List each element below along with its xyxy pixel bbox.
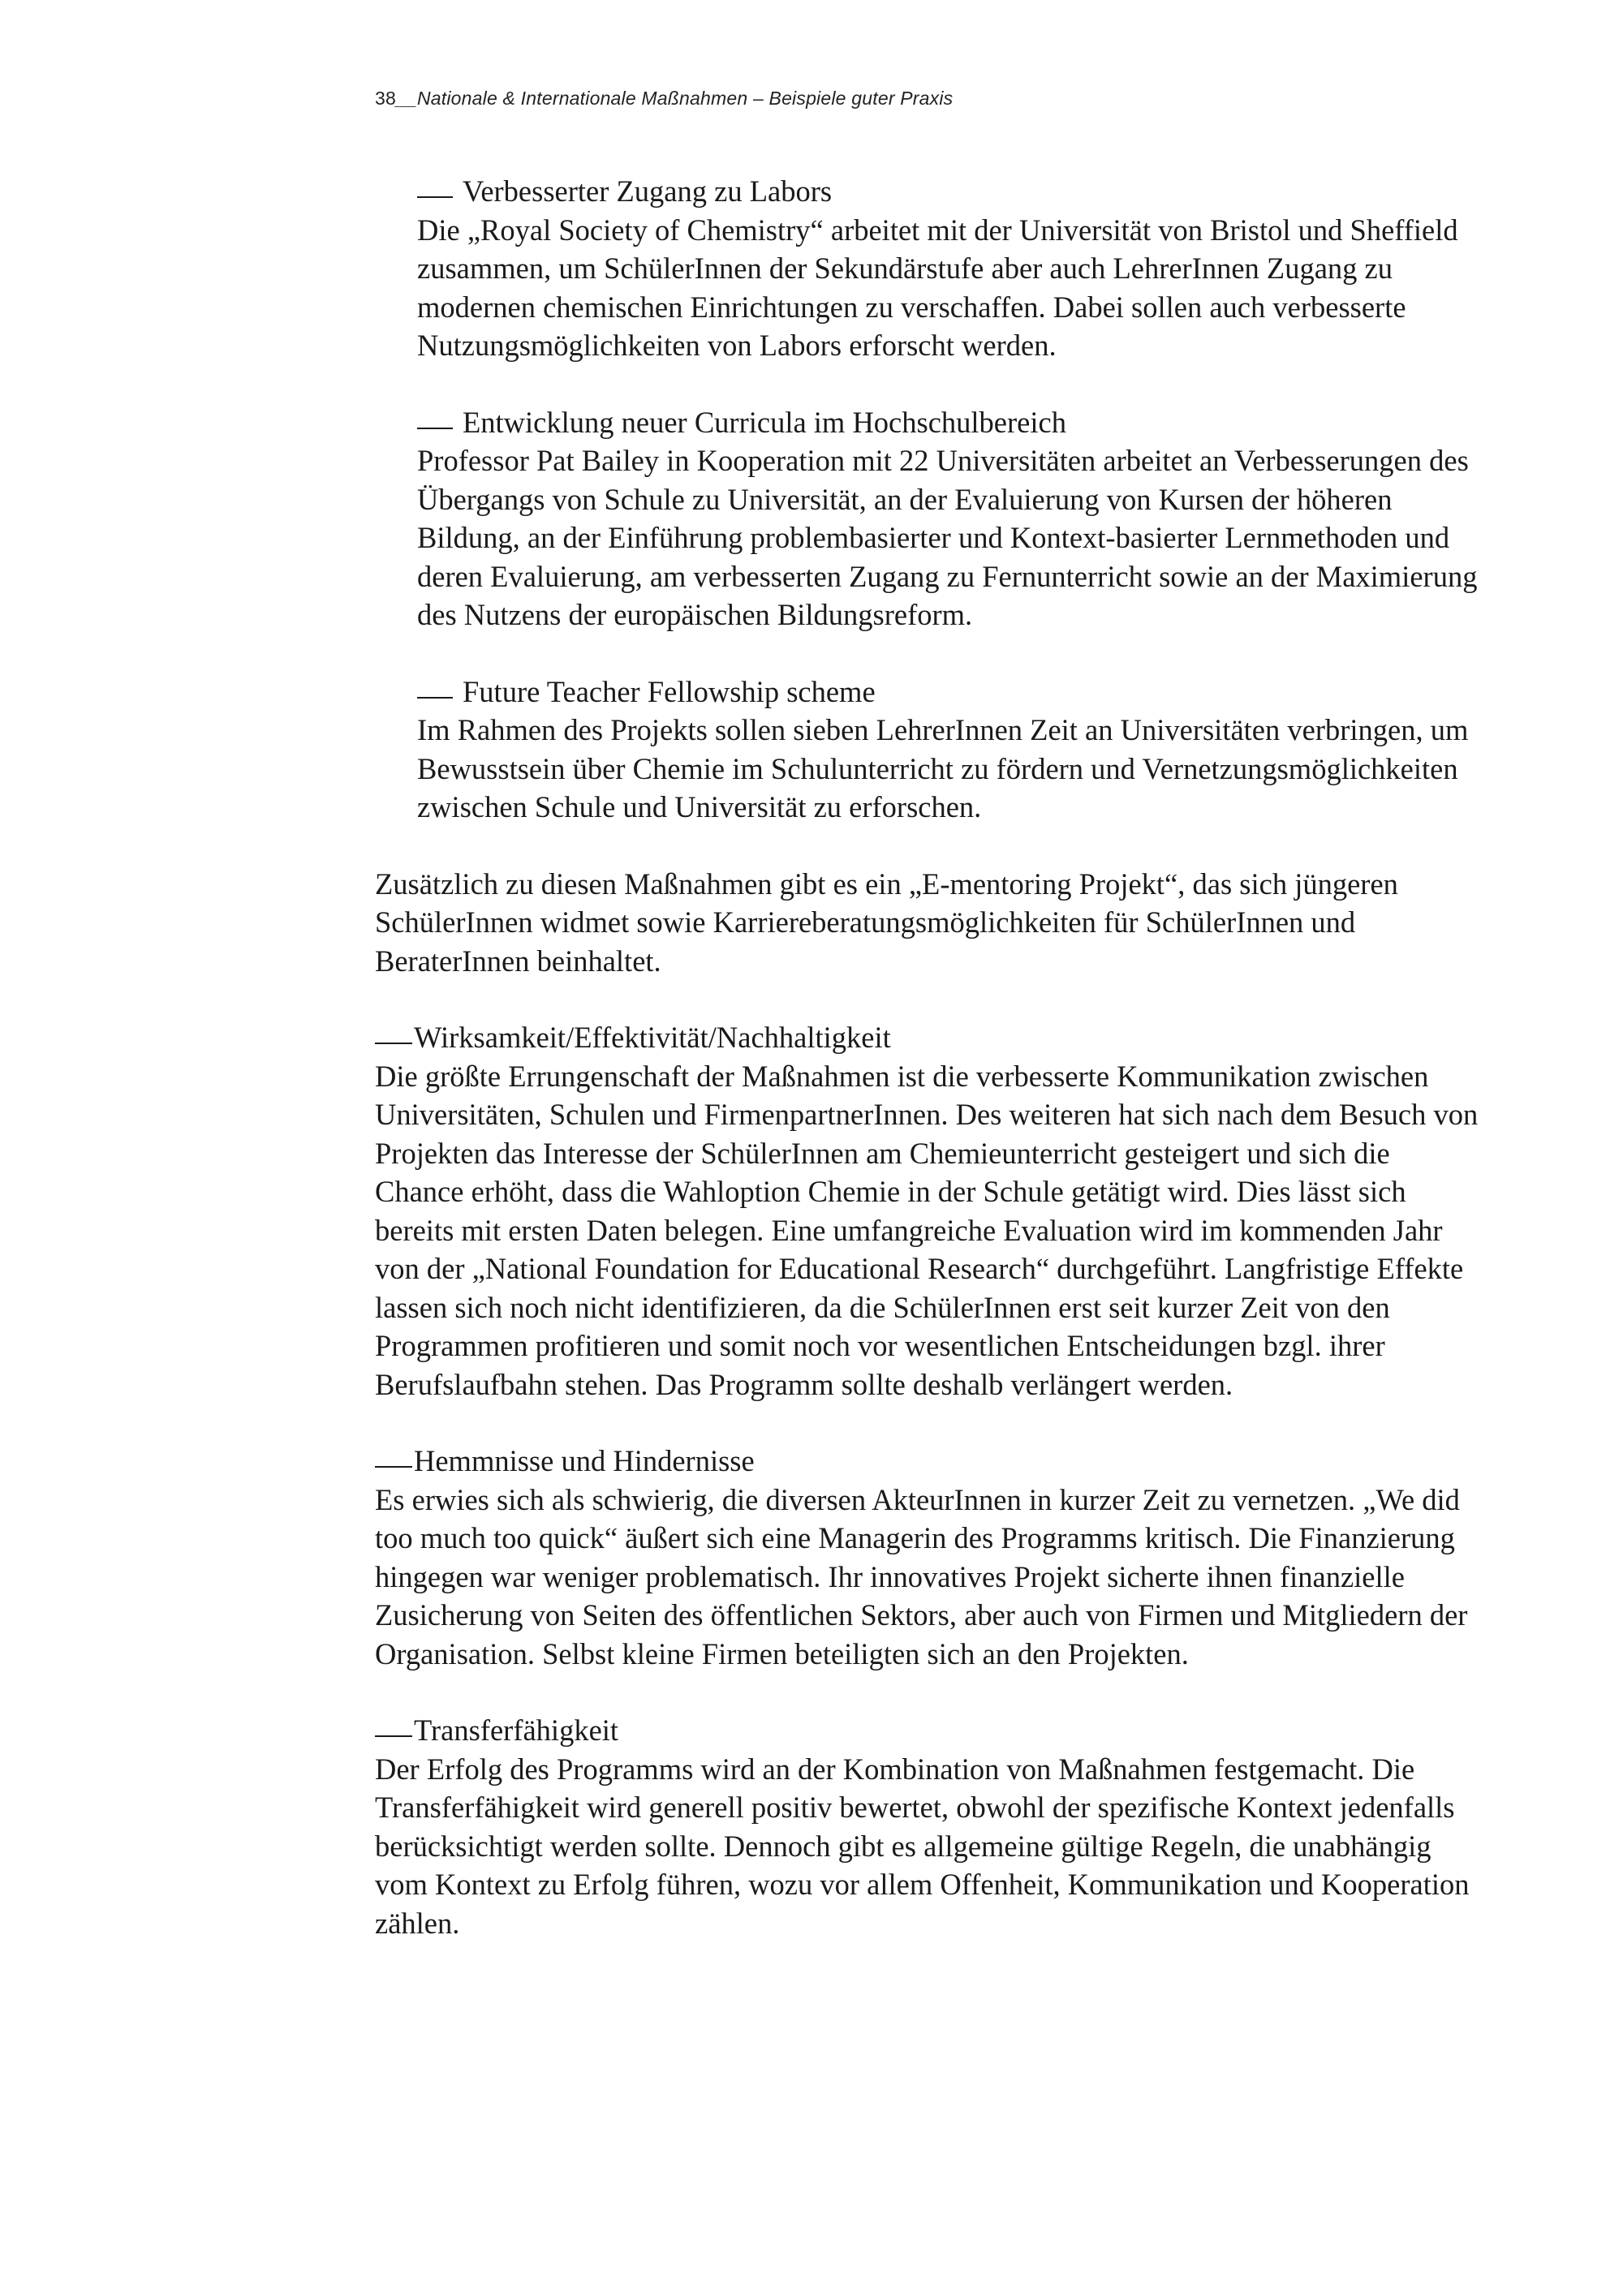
section-heading: Verbesserter Zugang zu Labors	[417, 172, 1479, 211]
heading-rule	[375, 1735, 412, 1737]
section-effectiveness	[375, 1018, 1479, 1404]
section-text: Die „Royal Society of Chemistry“ arbeitet mit der Universität von Bristol und Sheffield zusammen, um SchülerInnen der Sekundärstufe aber auch LehrerInnen Zugang zu modernen chemischen Einrichtungen zu verschaffen. Dabei sollen auch verbesserte Nutzungsmöglichkeiten von Labors erforscht werden.	[417, 213, 1458, 362]
section-heading: Future Teacher Fellowship scheme	[417, 673, 1479, 712]
section-e-mentoring	[375, 865, 1479, 981]
running-header	[375, 88, 953, 110]
heading-rule	[375, 1466, 412, 1468]
section-labor-access	[375, 172, 1479, 365]
section-text: Die größte Errungenschaft der Maßnahmen ist die verbesserte Kommunikation zwischen Universitäten, Schulen und FirmenpartnerInnen. Des weiteren hat sich nach dem Besuch von Projekten das Interesse der SchülerInnen am Chemieunterricht gesteigert und sich die Chance erhöht, dass die Wahloption Chemie in der Schule getätigt wird. Dies lässt sich bereits mit ersten Daten belegen. Eine umfangreiche Evaluation wird im kommenden Jahr von der „National Foundation for Educational Research“ durchgeführt. Langfristige Effekte lassen sich noch nicht identifizieren, da die SchülerInnen erst seit kurzer Zeit von den Programmen profitieren und somit noch vor wesentlichen Entscheidungen bzgl. ihrer Berufslaufbahn stehen. Das Programm sollte deshalb verlängert werden.	[375, 1059, 1479, 1401]
heading-rule	[417, 428, 453, 429]
section-text: Der Erfolg des Programms wird an der Kombination von Maßnahmen festgemacht. Die Transferfähigkeit wird generell positiv bewertet, obwohl der spezifische Kontext jedenfalls berücksichtigt werden sollte. Dennoch gibt es allgemeine gültige Regeln, die unabhängig vom Kontext zu Erfolg führen, wozu vor allem Offenheit, Kommunikation und Kooperation zählen.	[375, 1752, 1470, 1940]
running-title: __Nationale & Internationale Maßnahmen – Beispiele guter Praxis	[395, 88, 954, 109]
section-heading: Entwicklung neuer Curricula im Hochschulbereich	[417, 403, 1479, 442]
section-text: Professor Pat Bailey in Kooperation mit 22 Universitäten arbeitet an Verbesserungen des Übergangs von Schule zu Universität, an der Evaluierung von Kursen der höheren Bildung, an der Einführung problembasierter und Kontext-basierter Lernmethoden und deren Evaluierung, am verbesserten Zugang zu Fernunterricht sowie an der Maximierung des Nutzens der europäischen Bildungsreform.	[417, 444, 1478, 631]
section-text: Zusätzlich zu diesen Maßnahmen gibt es ein „E-mentoring Projekt“, das sich jüngeren SchülerInnen widmet sowie Karriereberatungsmöglichkeiten für SchülerInnen und BeraterInnen beinhaltet.	[375, 866, 1398, 978]
section-obstacles	[375, 1442, 1479, 1673]
page-content	[375, 172, 1479, 1980]
section-text: Es erwies sich als schwierig, die diversen AkteurInnen in kurzer Zeit zu vernetzen. „We did too much too quick“ äußert sich eine Managerin des Programms kritisch. Die Finanzierung hingegen war weniger problematisch. Ihr innovatives Projekt sicherte ihnen finanzielle Zusicherung von Seiten des öffentlichen Sektors, aber auch von Firmen und Mitgliedern der Organisation. Selbst kleine Firmen beteiligten sich an den Projekten.	[375, 1482, 1468, 1670]
section-text: Im Rahmen des Projekts sollen sieben LehrerInnen Zeit an Universitäten verbringen, um Bewusstsein über Chemie im Schulunterricht zu fördern und Vernetzungsmöglichkeiten zwischen Schule und Universität zu erforschen.	[417, 713, 1469, 823]
section-transferability	[375, 1711, 1479, 1942]
section-heading: Hemmnisse und Hindernisse	[375, 1442, 1479, 1481]
heading-rule	[417, 697, 453, 699]
section-fellowship	[375, 673, 1479, 827]
page-number: 38	[375, 88, 396, 109]
heading-rule	[375, 1043, 412, 1044]
section-heading: Wirksamkeit/Effektivität/Nachhaltigkeit	[375, 1018, 1479, 1057]
section-curricula	[375, 403, 1479, 634]
heading-rule	[417, 196, 453, 198]
section-heading: Transferfähigkeit	[375, 1711, 1479, 1750]
